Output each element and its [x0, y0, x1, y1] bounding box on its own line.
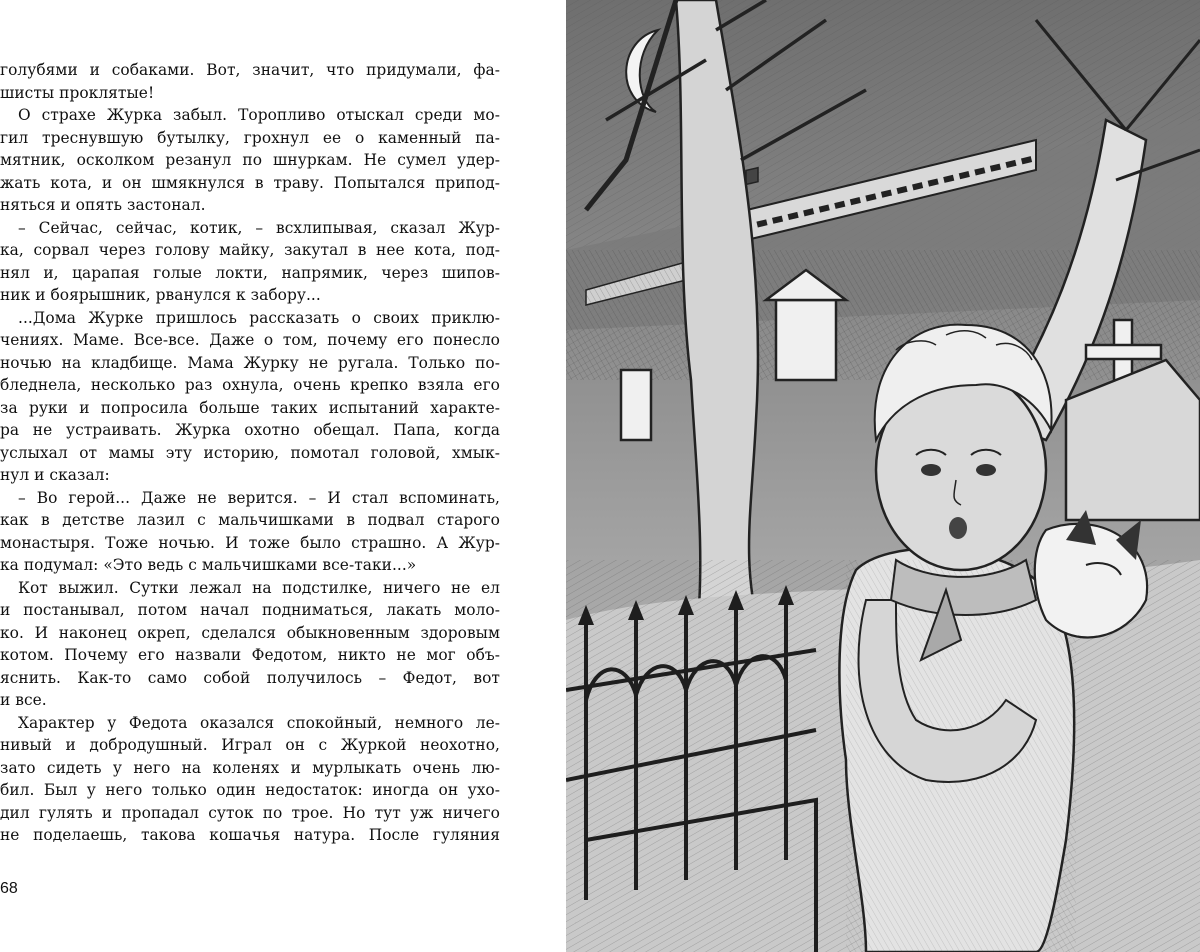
text-line: ка, сорвал через голову майку, закутал в нее кота, под- [0, 241, 500, 259]
text-line: и все. [0, 691, 47, 709]
text-line: ...Дома Журке пришлось рассказать о своих приклю- [18, 308, 500, 327]
text-line: нял и, царапая голые локти, напрямик, через шипов- [0, 263, 500, 282]
text-line: шисты проклятые! [0, 83, 155, 102]
text-line: не поделаешь, такова кошачья натура. После гуляния [0, 826, 500, 844]
text-line: ра не устраивать. Журка охотно обещал. Папа, когда [0, 421, 500, 439]
text-line: монастыря. Тоже ночью. И тоже было страшно. А Жур- [0, 533, 500, 552]
text-line: и постанывал, потом начал подниматься, лакать моло- [0, 601, 500, 619]
text-line: Кот выжил. Сутки лежал на подстилке, ничего не ел [18, 578, 500, 597]
left-page [0, 0, 566, 952]
text-line: ночью на кладбище. Мама Журку не ругала. Только по- [0, 353, 500, 372]
page-number: 68 [0, 880, 18, 897]
pencil-sketch-illustration-icon [566, 0, 1200, 952]
text-line: чениях. Маме. Все-все. Даже о том, почему его понесло [0, 331, 500, 349]
text-line: голубями и собаками. Вот, значит, что придумали, фа- [0, 61, 500, 79]
text-line: – Сейчас, сейчас, котик, – всхлипывая, сказал Жур- [18, 218, 500, 237]
text-line: зато сидеть у него на коленях и мурлыкать очень лю- [0, 758, 500, 777]
text-line: Характер у Федота оказался спокойный, немного ле- [18, 713, 500, 732]
text-line: ко. И наконец окреп, сделался обыкновенным здоровым [0, 623, 500, 642]
text-line: дил гулять и пропадал суток по трое. Но тут уж ничего [0, 803, 500, 822]
text-line: ка подумал: «Это ведь с мальчишками все-таки...» [0, 556, 417, 574]
text-line: жать кота, и он шмякнулся в траву. Попытался припод- [0, 173, 500, 192]
text-line: бледнела, несколько раз охнула, очень крепко взяла его [0, 376, 500, 394]
text-line: котом. Почему его назвали Федотом, никто не мог объ- [0, 646, 500, 664]
text-line: за руки и попросила больше таких испытаний характе- [0, 398, 500, 417]
text-line: – Во герой... Даже не верится. – И стал вспоминать, [18, 488, 500, 507]
text-line: услыхал от мамы эту историю, помотал головой, хмык- [0, 443, 500, 462]
text-line: няться и опять застонал. [0, 196, 206, 214]
text-line: яснить. Как-то само собой получилось – Федот, вот [0, 668, 500, 687]
text-line: мятник, осколком резанул по шнуркам. Не сумел удер- [0, 151, 500, 169]
text-line: бил. Был у него только один недостаток: иногда он ухо- [0, 781, 500, 799]
text-line: как в детстве лазил с мальчишками в подвал старого [0, 511, 500, 529]
body-text [0, 59, 500, 847]
text-line: гил треснувшую бутылку, грохнул ее о каменный па- [0, 128, 500, 147]
text-line: О страхе Журка забыл. Торопливо отыскал среди мо- [18, 106, 500, 124]
text-line: ник и боярышник, рванулся к забору... [0, 286, 321, 304]
illustration-panel [566, 0, 1200, 952]
text-line: нивый и добродушный. Играл он с Журкой неохотно, [0, 736, 500, 754]
text-line: нул и сказал: [0, 466, 110, 484]
